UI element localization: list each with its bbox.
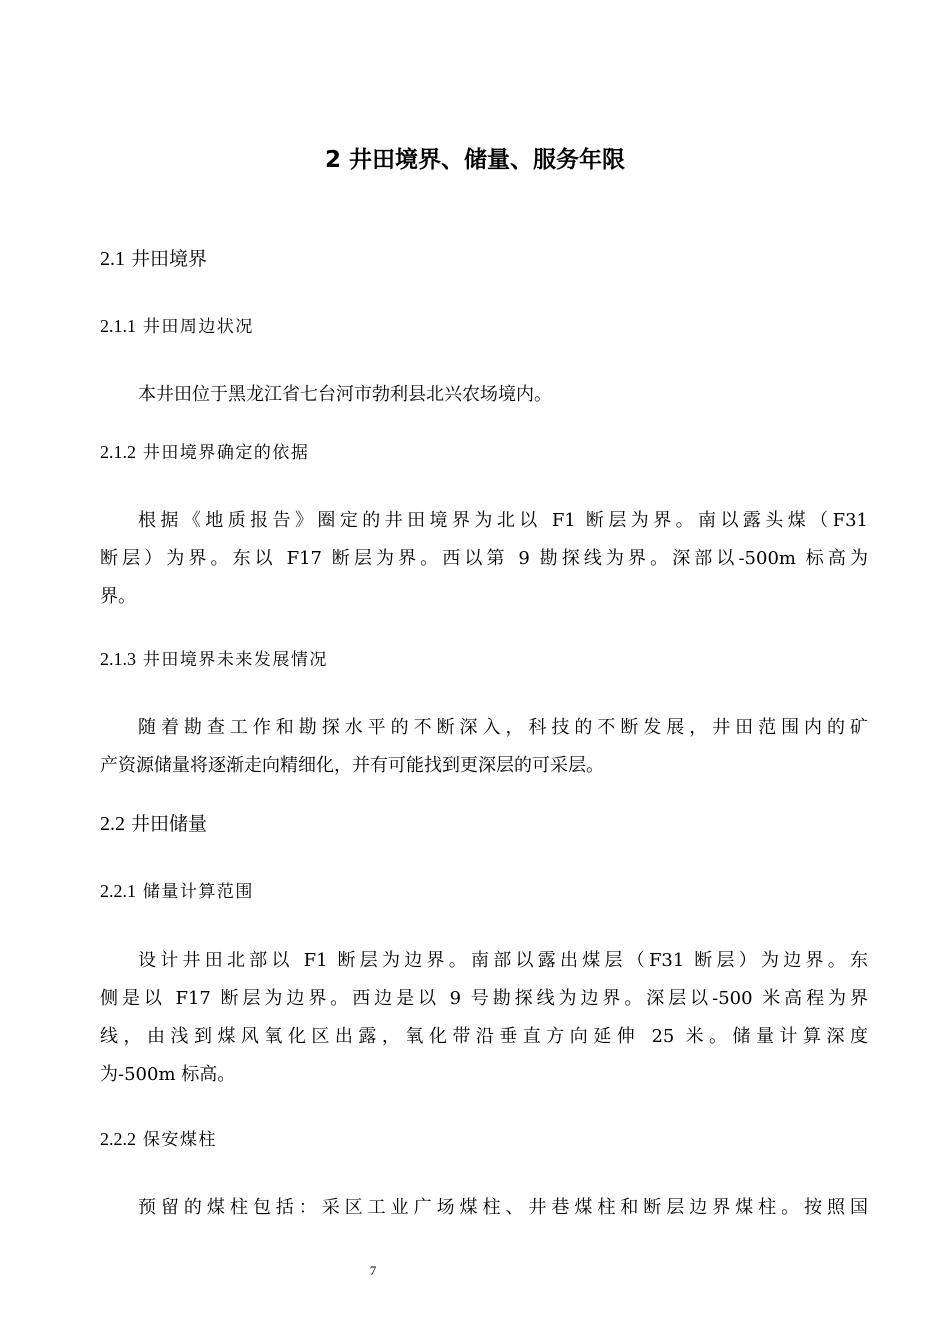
paragraph-line: 为-500m 标高。 — [100, 1064, 236, 1085]
subsection-heading-2-1-3 — [100, 645, 328, 674]
subsection-title: 井田境界未来发展情况 — [142, 650, 328, 670]
subsection-title: 保安煤柱 — [142, 1130, 217, 1150]
section-number: 2.2 — [100, 813, 125, 835]
paragraph-line: 本井田位于黑龙江省七台河市勃利县北兴农场境内。 — [138, 384, 552, 405]
section-number: 2.1 — [100, 248, 125, 270]
subsection-title: 储量计算范围 — [142, 882, 254, 902]
subsection-number: 2.2.1 — [100, 881, 136, 901]
paragraph-line: 根据《地质报告》圈定的井田境界为北以 F1 断层为界。南以露头煤（F31 — [138, 510, 868, 531]
paragraph-line: 预留的煤柱包括：采区工业广场煤柱、井巷煤柱和断层边界煤柱。按照国 — [138, 1197, 868, 1218]
subsection-number: 2.1.1 — [100, 316, 136, 336]
subsection-heading-2-1-1 — [100, 312, 254, 341]
subsection-title: 井田境界确定的依据 — [142, 443, 310, 463]
paragraph-line: 界。 — [100, 586, 136, 607]
paragraph-2-1-1 — [100, 376, 868, 414]
chapter-title: 2 井田境界、储量、服务年限 — [324, 147, 625, 173]
subsection-heading-2-2-1 — [100, 877, 254, 906]
section-heading-2-1 — [100, 244, 207, 274]
section-title: 井田境界 — [131, 248, 208, 270]
paragraph-line: 线，由浅到煤风氧化区出露，氧化带沿垂直方向延伸 25 米。储量计算深度 — [100, 1026, 868, 1047]
subsection-heading-2-1-2 — [100, 438, 309, 467]
subsection-number: 2.1.2 — [100, 442, 136, 462]
section-title: 井田储量 — [131, 813, 208, 835]
subsection-title: 井田周边状况 — [142, 317, 254, 337]
page-number: 7 — [369, 1263, 377, 1278]
paragraph-line: 侧是以 F17 断层为边界。西边是以 9 号勘探线为边界。深层以-500 米高程为界 — [100, 988, 868, 1009]
paragraph-2-2-2 — [100, 1189, 868, 1227]
subsection-number: 2.2.2 — [100, 1129, 136, 1149]
subsection-number: 2.1.3 — [100, 649, 136, 669]
paragraph-2-1-2 — [100, 502, 868, 616]
paragraph-2-1-3 — [100, 709, 868, 785]
paragraph-2-2-1 — [100, 942, 868, 1094]
paragraph-line: 断层）为界。东以 F17 断层为界。西以第 9 勘探线为界。深部以-500m 标高为 — [100, 548, 868, 569]
paragraph-line: 随着勘查工作和勘探水平的不断深入，科技的不断发展，井田范围内的矿 — [138, 717, 868, 738]
subsection-heading-2-2-2 — [100, 1125, 217, 1154]
section-heading-2-2 — [100, 809, 207, 839]
paragraph-line: 产资源储量将逐渐走向精细化，并有可能找到更深层的可采层。 — [100, 755, 604, 776]
paragraph-line: 设计井田北部以 F1 断层为边界。南部以露出煤层（F31 断层）为边界。东 — [138, 950, 868, 971]
